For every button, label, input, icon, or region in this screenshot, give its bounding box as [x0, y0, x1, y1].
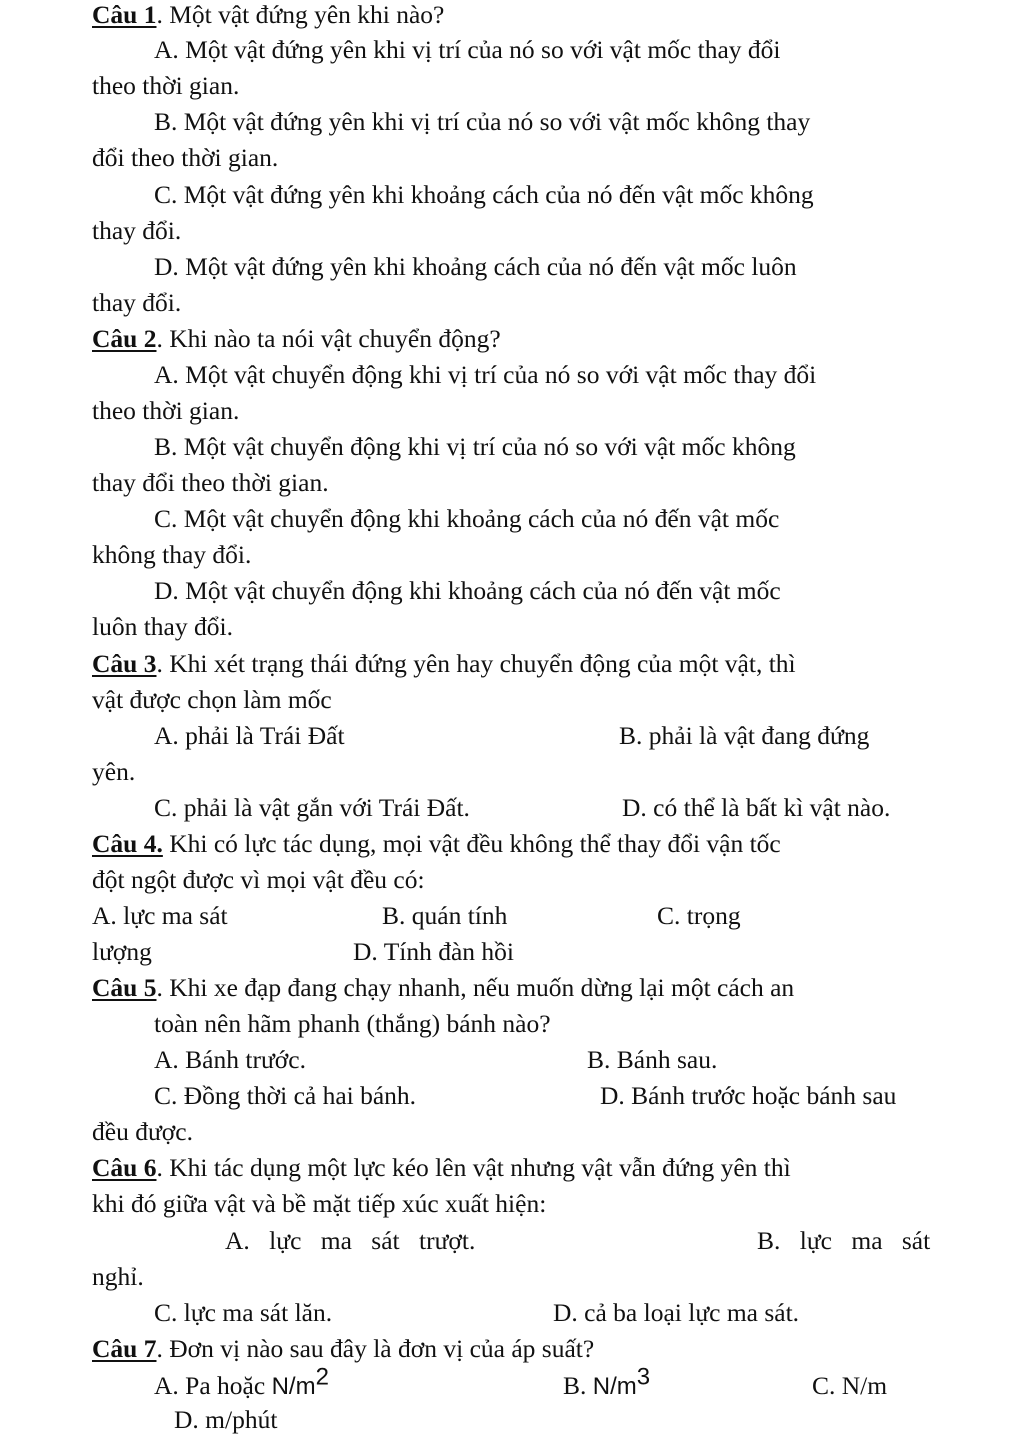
question-7-option-a-exponent: 2: [315, 1363, 329, 1391]
question-4-text: Khi có lực tác dụng, mọi vật đều không thể thay đổi vận tốc: [162, 829, 781, 858]
question-1-option-a: A. Một vật đứng yên khi vị trí của nó so với vật mốc thay đổi: [154, 35, 781, 64]
question-7-text: . Đơn vị nào sau đây là đơn vị của áp suất?: [156, 1334, 595, 1363]
question-5-text: . Khi xe đạp đang chạy nhanh, nếu muốn dừng lại một cách an: [156, 973, 795, 1002]
question-5-option-d: D. Bánh trước hoặc bánh sau: [600, 1081, 897, 1110]
question-4-option-d: D. Tính đàn hồi: [353, 937, 515, 966]
question-3-stem-cont: vật được chọn làm mốc: [92, 685, 332, 714]
question-3-option-b-cont: yên.: [92, 757, 136, 786]
question-7-stem: [92, 1334, 594, 1364]
question-4-option-a: A. lực ma sát: [92, 901, 228, 930]
question-6-stem-cont: khi đó giữa vật và bề mặt tiếp xúc xuất hiện:: [92, 1189, 547, 1218]
question-4-option-c-cont: lượng: [92, 937, 152, 966]
question-7-option-a-text: A. Pa hoặc: [154, 1371, 272, 1400]
question-5-option-a: A. Bánh trước.: [154, 1045, 306, 1074]
question-3-text: . Khi xét trạng thái đứng yên hay chuyển động của một vật, thì: [156, 649, 796, 678]
question-4-number: Câu 4.: [92, 829, 163, 858]
question-7-option-b-exponent: 3: [636, 1363, 651, 1391]
question-7-option-a-unit: N/m: [271, 1373, 316, 1400]
question-4-option-c: C. trọng: [657, 901, 741, 930]
question-5-stem: [92, 973, 794, 1003]
question-2-option-c-cont: không thay đổi.: [92, 540, 252, 569]
question-4-option-b: B. quán tính: [382, 901, 508, 930]
question-4-stem: [92, 829, 781, 859]
question-1-option-a-cont: theo thời gian.: [92, 71, 240, 100]
question-1-option-d-cont: thay đổi.: [92, 288, 182, 317]
question-3-stem: [92, 649, 796, 679]
question-6-option-a: A. lực ma sát trượt.: [225, 1226, 476, 1255]
question-1-text: . Một vật đứng yên khi nào?: [156, 0, 445, 29]
question-7-option-b: [563, 1363, 651, 1402]
question-2-option-d: D. Một vật chuyển động khi khoảng cách của nó đến vật mốc: [154, 576, 781, 605]
question-2-option-c: C. Một vật chuyển động khi khoảng cách của nó đến vật mốc: [154, 504, 780, 533]
question-5-option-d-cont: đều được.: [92, 1117, 193, 1146]
question-1-option-b: B. Một vật đứng yên khi vị trí của nó so với vật mốc không thay: [154, 107, 811, 136]
question-6-option-d: D. cả ba loại lực ma sát.: [553, 1298, 800, 1327]
question-2-stem: [92, 324, 501, 354]
question-1-option-c: C. Một vật đứng yên khi khoảng cách của nó đến vật mốc không: [154, 180, 814, 209]
question-6-text: . Khi tác dụng một lực kéo lên vật nhưng vật vẫn đứng yên thì: [156, 1153, 791, 1182]
question-2-option-b: B. Một vật chuyển động khi vị trí của nó so với vật mốc không: [154, 432, 796, 461]
question-5-option-b: B. Bánh sau.: [587, 1045, 718, 1074]
question-1-option-d: D. Một vật đứng yên khi khoảng cách của nó đến vật mốc luôn: [154, 252, 797, 281]
question-3-option-b: B. phải là vật đang đứng: [619, 721, 870, 750]
question-2-option-a: A. Một vật chuyển động khi vị trí của nó so với vật mốc thay đổi: [154, 360, 817, 389]
question-2-option-b-cont: thay đổi theo thời gian.: [92, 468, 329, 497]
question-5-number: Câu 5: [92, 973, 157, 1002]
question-1-option-b-cont: đổi theo thời gian.: [92, 143, 279, 172]
question-7-option-b-text: B.: [563, 1371, 593, 1400]
question-1-stem: [92, 0, 444, 30]
question-5-stem-cont: toàn nên hãm phanh (thắng) bánh nào?: [154, 1009, 551, 1038]
question-5-option-c: C. Đồng thời cả hai bánh.: [154, 1081, 417, 1110]
question-7-option-d: D. m/phút: [174, 1405, 278, 1434]
question-2-option-a-cont: theo thời gian.: [92, 396, 240, 425]
question-6-stem: [92, 1153, 791, 1183]
question-2-text: . Khi nào ta nói vật chuyển động?: [156, 324, 501, 353]
question-7-option-b-unit: N/m: [592, 1373, 637, 1400]
question-7-option-c: C. N/m: [812, 1371, 888, 1400]
question-7-option-a: [154, 1363, 329, 1402]
question-4-stem-cont: đột ngột được vì mọi vật đều có:: [92, 865, 425, 894]
question-6-option-c: C. lực ma sát lăn.: [154, 1298, 333, 1327]
question-2-number: Câu 2: [92, 324, 157, 353]
question-6-number: Câu 6: [92, 1153, 157, 1182]
question-3-number: Câu 3: [92, 649, 157, 678]
question-3-option-a: A. phải là Trái Đất: [154, 721, 345, 750]
question-2-option-d-cont: luôn thay đổi.: [92, 612, 233, 641]
question-3-option-d: D. có thể là bất kì vật nào.: [622, 793, 891, 822]
question-1-option-c-cont: thay đổi.: [92, 216, 182, 245]
question-6-option-b-cont: nghỉ.: [92, 1262, 144, 1291]
question-3-option-c: C. phải là vật gắn với Trái Đất.: [154, 793, 470, 822]
question-6-option-b: B. lực ma sát: [757, 1226, 931, 1255]
question-7-number: Câu 7: [92, 1334, 157, 1363]
question-1-number: Câu 1: [92, 0, 157, 29]
